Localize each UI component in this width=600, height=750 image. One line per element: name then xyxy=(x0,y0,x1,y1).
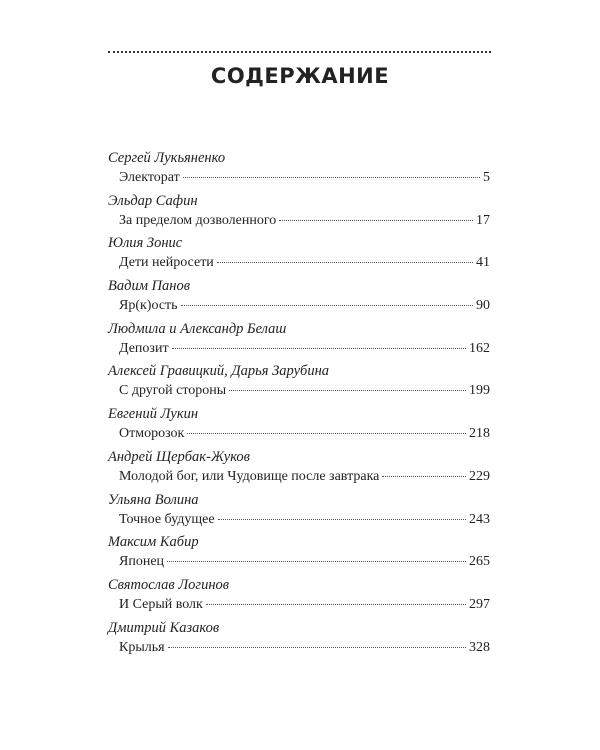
dot-leader xyxy=(217,262,473,263)
entry-page-number: 5 xyxy=(483,170,490,185)
dot-leader xyxy=(168,647,466,648)
entry-author: Максим Кабир xyxy=(108,534,199,551)
entry-author: Дмитрий Казаков xyxy=(108,619,220,636)
toc-entry xyxy=(108,619,490,662)
table-of-contents xyxy=(108,149,490,661)
entry-line xyxy=(119,381,490,400)
entry-author: Людмила и Александр Белаш xyxy=(108,320,287,337)
entry-line xyxy=(119,253,490,272)
entry-author: Сергей Лукьяненко xyxy=(108,150,226,166)
entry-page-number: 229 xyxy=(469,468,490,484)
entry-page-number: 328 xyxy=(469,639,490,655)
entry-title: Дети нейросети xyxy=(119,255,214,271)
entry-page-number: 265 xyxy=(469,554,490,570)
entry-page-number: 199 xyxy=(469,383,490,399)
dot-leader xyxy=(172,348,466,349)
entry-title: Молодой бог, или Чудовище после завтрака xyxy=(119,468,380,484)
entry-page-number: 162 xyxy=(469,340,490,356)
toc-entry xyxy=(108,149,490,192)
entry-page-number: 41 xyxy=(476,255,490,271)
toc-entry xyxy=(108,320,490,363)
entry-author: Юлия Зонис xyxy=(108,235,183,252)
entry-title: С другой стороны xyxy=(119,383,227,399)
toc-entry xyxy=(108,576,490,619)
entry-author: Эльдар Сафин xyxy=(108,192,198,209)
dot-leader xyxy=(187,433,466,434)
entry-line xyxy=(119,595,490,614)
dot-leader xyxy=(206,604,466,605)
entry-author: Вадим Панов xyxy=(108,278,191,295)
entry-title: Электорат xyxy=(119,170,180,185)
entry-line xyxy=(119,552,490,571)
entry-page-number: 17 xyxy=(476,212,490,228)
dotted-rule xyxy=(108,51,491,53)
entry-line xyxy=(119,424,490,443)
entry-author: Святослав Логинов xyxy=(108,576,230,593)
entry-title: И Серый волк xyxy=(119,596,203,612)
entry-line xyxy=(119,339,490,358)
entry-title: Точное будущее xyxy=(119,511,215,527)
toc-entry xyxy=(108,533,490,576)
dot-leader xyxy=(181,305,473,306)
toc-entry xyxy=(108,362,490,405)
entry-author: Андрей Щербак-Жуков xyxy=(108,448,250,465)
toc-entry xyxy=(108,234,490,277)
entry-title: Крылья xyxy=(119,639,165,655)
entry-page-number: 90 xyxy=(476,298,490,314)
entry-title: Отморозок xyxy=(119,426,185,442)
toc-entry xyxy=(108,405,490,448)
entry-author: Алексей Гравицкий, Дарья Зарубина xyxy=(108,363,330,380)
page-title: СОДЕРЖАНИЕ xyxy=(210,64,390,88)
entry-page-number: 243 xyxy=(469,511,490,527)
entry-line xyxy=(119,467,490,486)
entry-page-number: 218 xyxy=(469,426,490,442)
entry-line xyxy=(119,296,490,315)
toc-entry xyxy=(108,277,490,320)
dot-leader xyxy=(382,476,466,477)
dot-leader xyxy=(218,519,466,520)
entry-page-number: 297 xyxy=(469,596,490,612)
entry-line xyxy=(119,638,490,657)
entry-title: Депозит xyxy=(119,340,169,356)
entry-line xyxy=(119,168,490,187)
entry-title: Японец xyxy=(119,554,165,570)
toc-entry xyxy=(108,192,490,235)
entry-title: За пределом дозволенного xyxy=(119,212,277,228)
dot-leader xyxy=(167,561,466,562)
dot-leader xyxy=(279,220,473,221)
entry-author: Ульяна Волина xyxy=(108,491,199,508)
entry-author: Евгений Лукин xyxy=(108,406,199,423)
entry-line xyxy=(119,510,490,529)
dot-leader xyxy=(183,177,480,178)
dot-leader xyxy=(229,390,466,391)
entry-title: Яр(к)ость xyxy=(119,298,178,314)
toc-entry xyxy=(108,448,490,491)
entry-line xyxy=(119,211,490,230)
toc-entry xyxy=(108,491,490,534)
